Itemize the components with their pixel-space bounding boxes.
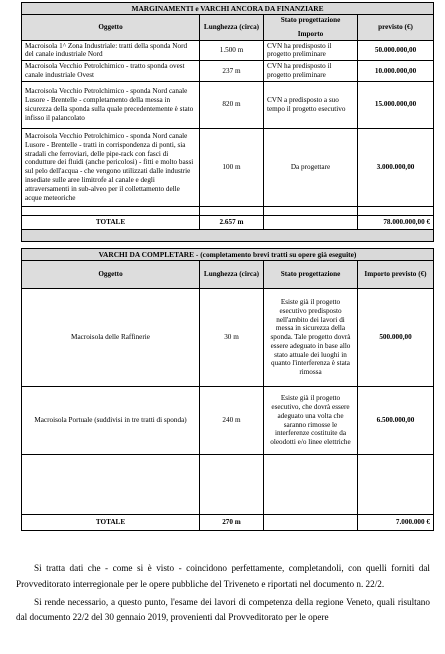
cell-lunghezza: 240 m [200,387,264,455]
body-text [16,561,430,626]
table-row [22,40,434,61]
header-stato: Stato progettazione [264,261,358,289]
header-oggetto: Oggetto [22,261,200,289]
cell-stato: Esiste già il progetto esecutivo predisposto nell'ambito dei lavori di messa in sicurezza della sponda. Tale progetto dovrà essere adeguato in base allo stato attuale dei luoghi in quanto l'interferenza è stata rimossa [264,289,358,387]
cell-oggetto: Macroisola 1^ Zona Industriale: tratti della sponda Nord del canale industriale Nord [22,40,200,61]
header-importo: Importo previsto (€) [358,261,434,289]
cell-stato: CVN a predisposto a suo tempo il progetto esecutivo [264,81,358,128]
cell-oggetto: Macroisola Vecchio Petrolchimico - sponda Nord canale Lusore - Brentelle - tratti in corrispondenza di ponti, sia stradali che ferroviari, delle pipe-rack con fasci di condutture dei fluidi (anche pericolosi) - fitti e molto bassi sul pelo dell'acqua - che vengono utilizzati dalle industrie insediate sulle aree limitrofe al canale e degli attraversamenti in sub-alveo per il collettamento delle acque meteoriche [22,128,200,206]
total-label: TOTALE [22,515,200,531]
empty-row [22,455,434,515]
table-varchi [21,248,434,531]
total-label: TOTALE [22,215,200,229]
cell-lunghezza: 820 m [200,81,264,128]
empty-row [22,206,434,215]
paragraph: Si tratta dati che - come si è visto - coincidono perfettamente, completandoli, con quelli forniti dal Provveditorato interregionale per le opere pubbliche del Triveneto e riportati nel documento n. 22/2. [16,563,430,589]
separator-row [22,229,434,241]
header-stato-importo [264,15,358,41]
total-previsto: 7.000.000 € [358,515,434,531]
cell-previsto: 3.000.000,00 [358,128,434,206]
cell-stato: Da progettare [264,128,358,206]
cell-previsto: 15.000.000,00 [358,81,434,128]
header-importo: Importo [297,29,324,38]
cell-lunghezza: 237 m [200,61,264,82]
header-oggetto: Oggetto [22,15,200,41]
total-previsto: 78.000.000,00 € [358,215,434,229]
table-row [22,289,434,387]
cell-lunghezza: 30 m [200,289,264,387]
table-title: MARGINAMENTI e VARCHI ANCORA DA FINANZIARE [22,3,434,15]
cell-previsto: 10.000.000,00 [358,61,434,82]
header-stato: Stato progettazione [280,16,341,25]
cell-previsto: 500.000,00 [358,289,434,387]
cell-oggetto: Macroisola Portuale (suddivisi in tre tratti di sponda) [22,387,200,455]
cell-oggetto: Macroisola Vecchio Petrolchimico - tratto sponda ovest canale industriale Ovest [22,61,200,82]
cell-oggetto: Macroisola delle Raffinerie [22,289,200,387]
total-row [22,215,434,229]
total-lunghezza: 2.657 m [200,215,264,229]
total-lunghezza: 270 m [200,515,264,531]
table-row [22,128,434,206]
cell-oggetto: Macroisola Vecchio Petrolchimico - sponda Nord canale Lusore - Brentelle - completamento della messa in sicurezza della sponda sulla quale precedentemente è stato infisso il palancolato [22,81,200,128]
total-row [22,515,434,531]
table-title: VARCHI DA COMPLETARE - (completamento brevi tratti su opere già eseguite) [22,249,434,261]
table-row [22,387,434,455]
table-marginamenti [21,2,434,242]
cell-previsto: 6.500.000,00 [358,387,434,455]
paragraph: Si rende necessario, a questo punto, l'esame dei lavori di competenza della regione Veneto, quali risultano dal documento 22/2 del 30 gennaio 2019, provenienti dal Provveditorato per le opere [16,596,430,623]
cell-stato: CVN ha predisposto il progetto preliminare [264,61,358,82]
header-lunghezza: Lunghezza (circa) [200,261,264,289]
cell-stato: CVN ha predisposto il progetto preliminare [264,40,358,61]
table-row [22,61,434,82]
cell-stato: Esiste già il progetto esecutivo, che dovrà essere adeguato una volta che saranno rimosse le interferenze costituite da oleodotti e/o linee elettriche [264,387,358,455]
cell-lunghezza: 1.500 m [200,40,264,61]
header-lunghezza: Lunghezza (circa) [200,15,264,41]
header-previsto: previsto (€) [358,15,434,41]
cell-lunghezza: 100 m [200,128,264,206]
cell-previsto: 50.000.000,00 [358,40,434,61]
table-row [22,81,434,128]
